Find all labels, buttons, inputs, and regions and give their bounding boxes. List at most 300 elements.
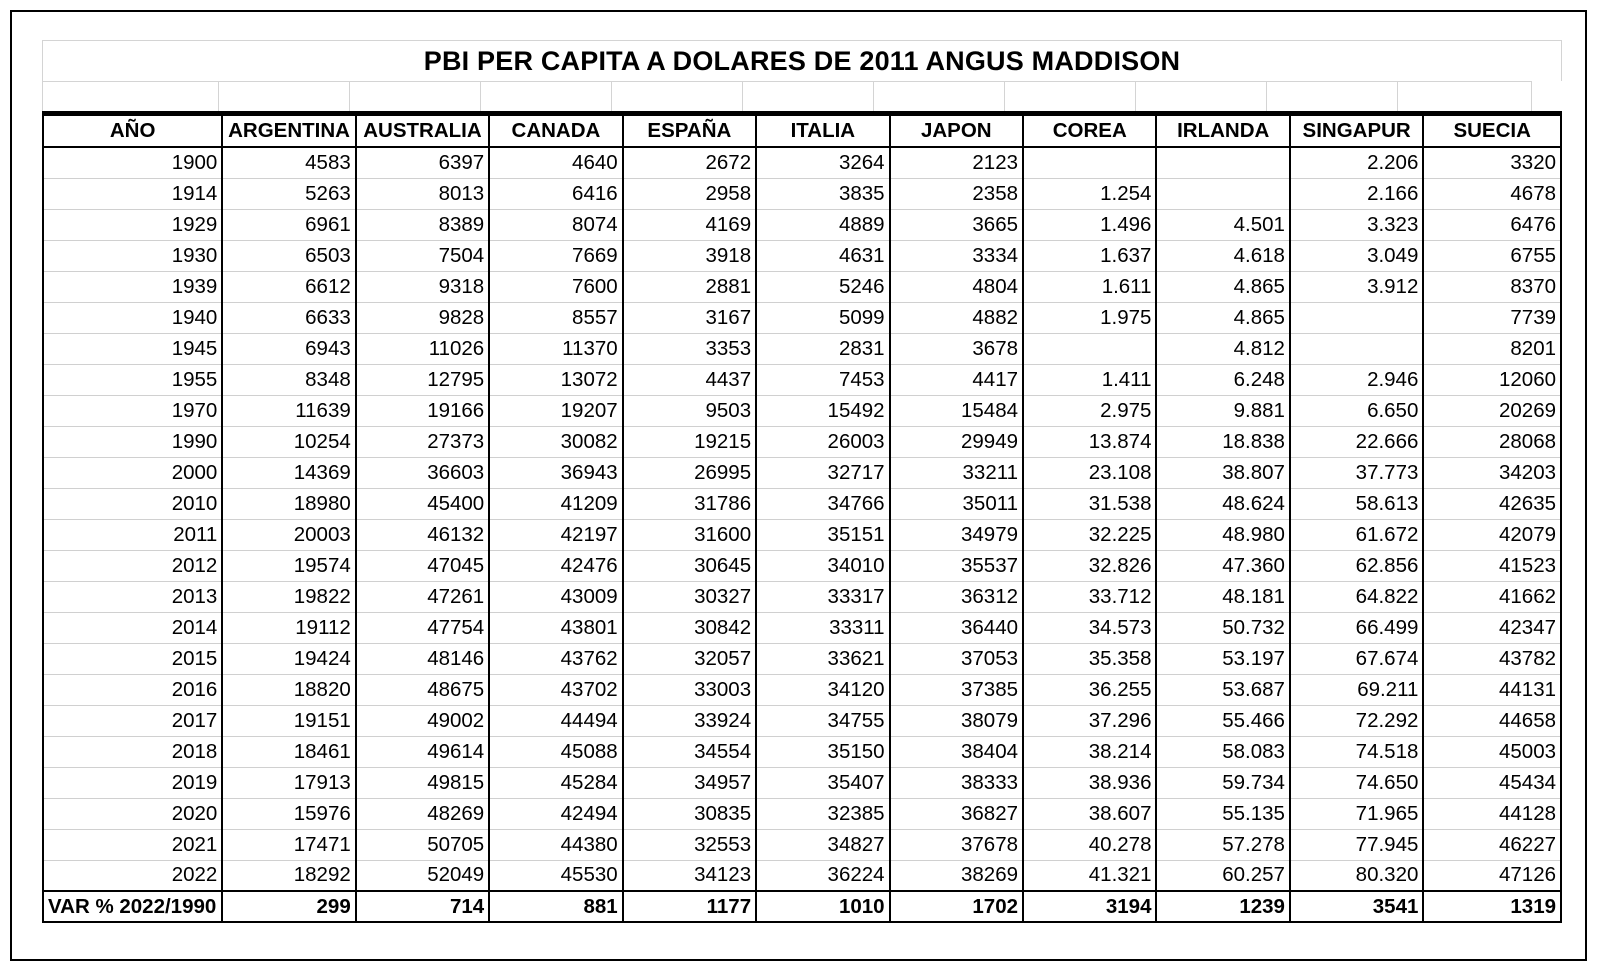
value-cell-canada[interactable]: 43801 <box>489 612 622 643</box>
value-cell-suecia[interactable]: 7739 <box>1423 302 1561 333</box>
value-cell-australia[interactable]: 48146 <box>356 643 489 674</box>
value-cell-argentina[interactable]: 6961 <box>222 209 355 240</box>
column-header-australia[interactable]: AUSTRALIA <box>356 115 489 147</box>
total-cell-argentina[interactable]: 299 <box>222 891 355 922</box>
value-cell-australia[interactable]: 49614 <box>356 736 489 767</box>
value-cell-irlanda[interactable]: 4.865 <box>1156 271 1289 302</box>
value-cell-japon[interactable]: 33211 <box>890 457 1023 488</box>
value-cell-espana[interactable]: 34123 <box>623 860 756 891</box>
column-header-corea[interactable]: COREA <box>1023 115 1156 147</box>
value-cell-italia[interactable]: 4889 <box>756 209 889 240</box>
total-cell-corea[interactable]: 3194 <box>1023 891 1156 922</box>
value-cell-irlanda[interactable] <box>1156 147 1289 178</box>
value-cell-italia[interactable]: 26003 <box>756 426 889 457</box>
total-cell-italia[interactable]: 1010 <box>756 891 889 922</box>
blank-cell[interactable] <box>1397 81 1532 111</box>
value-cell-corea[interactable]: 32.225 <box>1023 519 1156 550</box>
value-cell-japon[interactable]: 38333 <box>890 767 1023 798</box>
value-cell-corea[interactable]: 32.826 <box>1023 550 1156 581</box>
value-cell-irlanda[interactable]: 47.360 <box>1156 550 1289 581</box>
value-cell-singapur[interactable]: 3.323 <box>1290 209 1423 240</box>
value-cell-irlanda[interactable]: 60.257 <box>1156 860 1289 891</box>
total-cell-irlanda[interactable]: 1239 <box>1156 891 1289 922</box>
year-cell[interactable]: 1990 <box>43 426 222 457</box>
value-cell-espana[interactable]: 31600 <box>623 519 756 550</box>
value-cell-canada[interactable]: 43762 <box>489 643 622 674</box>
value-cell-corea[interactable]: 1.637 <box>1023 240 1156 271</box>
value-cell-italia[interactable]: 34766 <box>756 488 889 519</box>
value-cell-argentina[interactable]: 19574 <box>222 550 355 581</box>
blank-cell[interactable] <box>480 81 611 111</box>
value-cell-argentina[interactable]: 6943 <box>222 333 355 364</box>
value-cell-argentina[interactable]: 20003 <box>222 519 355 550</box>
value-cell-canada[interactable]: 42476 <box>489 550 622 581</box>
value-cell-argentina[interactable]: 17913 <box>222 767 355 798</box>
value-cell-italia[interactable]: 34010 <box>756 550 889 581</box>
value-cell-japon[interactable]: 29949 <box>890 426 1023 457</box>
value-cell-singapur[interactable]: 37.773 <box>1290 457 1423 488</box>
value-cell-singapur[interactable]: 2.206 <box>1290 147 1423 178</box>
value-cell-australia[interactable]: 47261 <box>356 581 489 612</box>
value-cell-espana[interactable]: 4437 <box>623 364 756 395</box>
value-cell-corea[interactable]: 1.611 <box>1023 271 1156 302</box>
value-cell-espana[interactable]: 26995 <box>623 457 756 488</box>
year-cell[interactable]: 2021 <box>43 829 222 860</box>
value-cell-irlanda[interactable]: 4.865 <box>1156 302 1289 333</box>
value-cell-corea[interactable] <box>1023 333 1156 364</box>
value-cell-argentina[interactable]: 19151 <box>222 705 355 736</box>
year-cell[interactable]: 1970 <box>43 395 222 426</box>
value-cell-canada[interactable]: 7600 <box>489 271 622 302</box>
value-cell-canada[interactable]: 43009 <box>489 581 622 612</box>
value-cell-irlanda[interactable]: 4.812 <box>1156 333 1289 364</box>
value-cell-argentina[interactable]: 19822 <box>222 581 355 612</box>
value-cell-australia[interactable]: 8389 <box>356 209 489 240</box>
value-cell-japon[interactable]: 35011 <box>890 488 1023 519</box>
value-cell-suecia[interactable]: 41662 <box>1423 581 1561 612</box>
value-cell-australia[interactable]: 12795 <box>356 364 489 395</box>
blank-cell[interactable] <box>1135 81 1266 111</box>
value-cell-irlanda[interactable]: 4.501 <box>1156 209 1289 240</box>
value-cell-italia[interactable]: 7453 <box>756 364 889 395</box>
table-title[interactable]: PBI PER CAPITA A DOLARES DE 2011 ANGUS MADDISON <box>423 46 1181 76</box>
blank-cell[interactable] <box>349 81 480 111</box>
table-row <box>43 674 1561 705</box>
year-cell[interactable]: 2018 <box>43 736 222 767</box>
value-cell-espana[interactable]: 9503 <box>623 395 756 426</box>
value-cell-argentina[interactable]: 18292 <box>222 860 355 891</box>
year-cell[interactable]: 2016 <box>43 674 222 705</box>
blank-cell[interactable] <box>1004 81 1135 111</box>
value-cell-singapur[interactable]: 77.945 <box>1290 829 1423 860</box>
value-cell-espana[interactable]: 31786 <box>623 488 756 519</box>
value-cell-corea[interactable]: 37.296 <box>1023 705 1156 736</box>
value-cell-canada[interactable]: 36943 <box>489 457 622 488</box>
value-cell-argentina[interactable]: 18820 <box>222 674 355 705</box>
column-header-japon[interactable]: JAPON <box>890 115 1023 147</box>
year-cell[interactable]: 1955 <box>43 364 222 395</box>
value-cell-japon[interactable]: 3678 <box>890 333 1023 364</box>
value-cell-irlanda[interactable]: 38.807 <box>1156 457 1289 488</box>
value-cell-canada[interactable]: 45088 <box>489 736 622 767</box>
value-cell-suecia[interactable]: 44128 <box>1423 798 1561 829</box>
value-cell-suecia[interactable]: 44131 <box>1423 674 1561 705</box>
value-cell-espana[interactable]: 33003 <box>623 674 756 705</box>
total-label[interactable]: VAR % 2022/1990 <box>43 891 222 922</box>
value-cell-italia[interactable]: 33317 <box>756 581 889 612</box>
value-cell-espana[interactable]: 3353 <box>623 333 756 364</box>
value-cell-argentina[interactable]: 6633 <box>222 302 355 333</box>
value-cell-irlanda[interactable]: 48.624 <box>1156 488 1289 519</box>
value-cell-japon[interactable]: 37053 <box>890 643 1023 674</box>
value-cell-espana[interactable]: 32553 <box>623 829 756 860</box>
value-cell-suecia[interactable]: 4678 <box>1423 178 1561 209</box>
value-cell-canada[interactable]: 6416 <box>489 178 622 209</box>
value-cell-espana[interactable]: 4169 <box>623 209 756 240</box>
value-cell-italia[interactable]: 3264 <box>756 147 889 178</box>
value-cell-singapur[interactable]: 2.946 <box>1290 364 1423 395</box>
value-cell-corea[interactable]: 41.321 <box>1023 860 1156 891</box>
value-cell-suecia[interactable]: 47126 <box>1423 860 1561 891</box>
value-cell-canada[interactable]: 19207 <box>489 395 622 426</box>
value-cell-irlanda[interactable]: 48.980 <box>1156 519 1289 550</box>
value-cell-japon[interactable]: 3334 <box>890 240 1023 271</box>
value-cell-argentina[interactable]: 18980 <box>222 488 355 519</box>
column-header-canada[interactable]: CANADA <box>489 115 622 147</box>
value-cell-australia[interactable]: 27373 <box>356 426 489 457</box>
value-cell-singapur[interactable]: 74.650 <box>1290 767 1423 798</box>
value-cell-italia[interactable]: 15492 <box>756 395 889 426</box>
value-cell-corea[interactable]: 38.214 <box>1023 736 1156 767</box>
value-cell-japon[interactable]: 2358 <box>890 178 1023 209</box>
value-cell-canada[interactable]: 30082 <box>489 426 622 457</box>
value-cell-corea[interactable]: 40.278 <box>1023 829 1156 860</box>
year-cell[interactable]: 1945 <box>43 333 222 364</box>
value-cell-suecia[interactable]: 6476 <box>1423 209 1561 240</box>
value-cell-japon[interactable]: 36827 <box>890 798 1023 829</box>
value-cell-australia[interactable]: 49815 <box>356 767 489 798</box>
value-cell-australia[interactable]: 48269 <box>356 798 489 829</box>
value-cell-canada[interactable]: 43702 <box>489 674 622 705</box>
value-cell-japon[interactable]: 38404 <box>890 736 1023 767</box>
value-cell-espana[interactable]: 30835 <box>623 798 756 829</box>
column-header-espana[interactable]: ESPAÑA <box>623 115 756 147</box>
value-cell-singapur[interactable]: 71.965 <box>1290 798 1423 829</box>
value-cell-australia[interactable]: 6397 <box>356 147 489 178</box>
value-cell-italia[interactable]: 36224 <box>756 860 889 891</box>
value-cell-espana[interactable]: 32057 <box>623 643 756 674</box>
value-cell-canada[interactable]: 7669 <box>489 240 622 271</box>
blank-cell[interactable] <box>742 81 873 111</box>
value-cell-canada[interactable]: 45530 <box>489 860 622 891</box>
value-cell-singapur[interactable]: 80.320 <box>1290 860 1423 891</box>
value-cell-australia[interactable]: 36603 <box>356 457 489 488</box>
value-cell-irlanda[interactable]: 55.135 <box>1156 798 1289 829</box>
value-cell-argentina[interactable]: 15976 <box>222 798 355 829</box>
value-cell-suecia[interactable]: 41523 <box>1423 550 1561 581</box>
value-cell-australia[interactable]: 49002 <box>356 705 489 736</box>
value-cell-suecia[interactable]: 43782 <box>1423 643 1561 674</box>
value-cell-singapur[interactable]: 2.166 <box>1290 178 1423 209</box>
year-cell[interactable]: 2011 <box>43 519 222 550</box>
year-cell[interactable]: 1900 <box>43 147 222 178</box>
total-cell-suecia[interactable]: 1319 <box>1423 891 1561 922</box>
value-cell-japon[interactable]: 38269 <box>890 860 1023 891</box>
year-cell[interactable]: 2000 <box>43 457 222 488</box>
value-cell-italia[interactable]: 3835 <box>756 178 889 209</box>
value-cell-irlanda[interactable]: 59.734 <box>1156 767 1289 798</box>
year-cell[interactable]: 1930 <box>43 240 222 271</box>
value-cell-espana[interactable]: 2881 <box>623 271 756 302</box>
value-cell-espana[interactable]: 2672 <box>623 147 756 178</box>
value-cell-argentina[interactable]: 19112 <box>222 612 355 643</box>
value-cell-corea[interactable]: 36.255 <box>1023 674 1156 705</box>
value-cell-argentina[interactable]: 8348 <box>222 364 355 395</box>
value-cell-japon[interactable]: 4804 <box>890 271 1023 302</box>
value-cell-espana[interactable]: 30327 <box>623 581 756 612</box>
value-cell-argentina[interactable]: 6612 <box>222 271 355 302</box>
value-cell-irlanda[interactable]: 9.881 <box>1156 395 1289 426</box>
column-header-italia[interactable]: ITALIA <box>756 115 889 147</box>
value-cell-canada[interactable]: 45284 <box>489 767 622 798</box>
value-cell-singapur[interactable]: 62.856 <box>1290 550 1423 581</box>
year-cell[interactable]: 2010 <box>43 488 222 519</box>
value-cell-suecia[interactable]: 3320 <box>1423 147 1561 178</box>
value-cell-irlanda[interactable]: 58.083 <box>1156 736 1289 767</box>
value-cell-italia[interactable]: 34827 <box>756 829 889 860</box>
value-cell-japon[interactable]: 2123 <box>890 147 1023 178</box>
year-cell[interactable]: 2017 <box>43 705 222 736</box>
column-header-ano[interactable]: AÑO <box>43 115 222 147</box>
value-cell-argentina[interactable]: 4583 <box>222 147 355 178</box>
year-cell[interactable]: 2014 <box>43 612 222 643</box>
total-cell-espana[interactable]: 1177 <box>623 891 756 922</box>
total-cell-canada[interactable]: 881 <box>489 891 622 922</box>
value-cell-corea[interactable]: 34.573 <box>1023 612 1156 643</box>
value-cell-singapur[interactable]: 58.613 <box>1290 488 1423 519</box>
value-cell-suecia[interactable]: 42079 <box>1423 519 1561 550</box>
value-cell-italia[interactable]: 4631 <box>756 240 889 271</box>
year-cell[interactable]: 1929 <box>43 209 222 240</box>
value-cell-japon[interactable]: 4417 <box>890 364 1023 395</box>
value-cell-canada[interactable]: 8074 <box>489 209 622 240</box>
value-cell-canada[interactable]: 42494 <box>489 798 622 829</box>
value-cell-singapur[interactable]: 67.674 <box>1290 643 1423 674</box>
value-cell-italia[interactable]: 34120 <box>756 674 889 705</box>
value-cell-japon[interactable]: 37678 <box>890 829 1023 860</box>
value-cell-corea[interactable]: 1.496 <box>1023 209 1156 240</box>
value-cell-singapur[interactable]: 6.650 <box>1290 395 1423 426</box>
value-cell-suecia[interactable]: 44658 <box>1423 705 1561 736</box>
column-header-suecia[interactable]: SUECIA <box>1423 115 1561 147</box>
value-cell-italia[interactable]: 5099 <box>756 302 889 333</box>
value-cell-australia[interactable]: 7504 <box>356 240 489 271</box>
column-header-singapur[interactable]: SINGAPUR <box>1290 115 1423 147</box>
value-cell-irlanda[interactable]: 50.732 <box>1156 612 1289 643</box>
value-cell-canada[interactable]: 44494 <box>489 705 622 736</box>
value-cell-italia[interactable]: 35150 <box>756 736 889 767</box>
value-cell-italia[interactable]: 32385 <box>756 798 889 829</box>
value-cell-argentina[interactable]: 6503 <box>222 240 355 271</box>
value-cell-corea[interactable]: 13.874 <box>1023 426 1156 457</box>
value-cell-japon[interactable]: 15484 <box>890 395 1023 426</box>
value-cell-espana[interactable]: 3918 <box>623 240 756 271</box>
value-cell-corea[interactable]: 33.712 <box>1023 581 1156 612</box>
value-cell-irlanda[interactable]: 48.181 <box>1156 581 1289 612</box>
value-cell-japon[interactable]: 36440 <box>890 612 1023 643</box>
value-cell-irlanda[interactable] <box>1156 178 1289 209</box>
year-cell[interactable]: 2022 <box>43 860 222 891</box>
value-cell-japon[interactable]: 37385 <box>890 674 1023 705</box>
value-cell-corea[interactable]: 38.607 <box>1023 798 1156 829</box>
value-cell-singapur[interactable]: 74.518 <box>1290 736 1423 767</box>
value-cell-suecia[interactable]: 12060 <box>1423 364 1561 395</box>
value-cell-canada[interactable]: 44380 <box>489 829 622 860</box>
value-cell-canada[interactable]: 11370 <box>489 333 622 364</box>
value-cell-japon[interactable]: 35537 <box>890 550 1023 581</box>
value-cell-corea[interactable] <box>1023 147 1156 178</box>
value-cell-canada[interactable]: 42197 <box>489 519 622 550</box>
value-cell-australia[interactable]: 9318 <box>356 271 489 302</box>
value-cell-espana[interactable]: 30645 <box>623 550 756 581</box>
value-cell-singapur[interactable]: 66.499 <box>1290 612 1423 643</box>
value-cell-espana[interactable]: 19215 <box>623 426 756 457</box>
value-cell-corea[interactable]: 1.254 <box>1023 178 1156 209</box>
value-cell-irlanda[interactable]: 18.838 <box>1156 426 1289 457</box>
value-cell-italia[interactable]: 33621 <box>756 643 889 674</box>
year-cell[interactable]: 1940 <box>43 302 222 333</box>
value-cell-canada[interactable]: 8557 <box>489 302 622 333</box>
value-cell-italia[interactable]: 35407 <box>756 767 889 798</box>
blank-cell[interactable] <box>1266 81 1397 111</box>
value-cell-corea[interactable]: 23.108 <box>1023 457 1156 488</box>
value-cell-australia[interactable]: 50705 <box>356 829 489 860</box>
value-cell-argentina[interactable]: 11639 <box>222 395 355 426</box>
value-cell-japon[interactable]: 38079 <box>890 705 1023 736</box>
value-cell-argentina[interactable]: 5263 <box>222 178 355 209</box>
total-cell-australia[interactable]: 714 <box>356 891 489 922</box>
value-cell-canada[interactable]: 4640 <box>489 147 622 178</box>
value-cell-irlanda[interactable]: 55.466 <box>1156 705 1289 736</box>
value-cell-corea[interactable]: 2.975 <box>1023 395 1156 426</box>
year-cell[interactable]: 2015 <box>43 643 222 674</box>
column-header-irlanda[interactable]: IRLANDA <box>1156 115 1289 147</box>
value-cell-japon[interactable]: 36312 <box>890 581 1023 612</box>
value-cell-japon[interactable]: 4882 <box>890 302 1023 333</box>
value-cell-irlanda[interactable]: 53.687 <box>1156 674 1289 705</box>
value-cell-singapur[interactable] <box>1290 302 1423 333</box>
value-cell-suecia[interactable]: 8201 <box>1423 333 1561 364</box>
value-cell-suecia[interactable]: 8370 <box>1423 271 1561 302</box>
value-cell-argentina[interactable]: 17471 <box>222 829 355 860</box>
value-cell-irlanda[interactable]: 53.197 <box>1156 643 1289 674</box>
value-cell-singapur[interactable]: 61.672 <box>1290 519 1423 550</box>
value-cell-singapur[interactable]: 3.912 <box>1290 271 1423 302</box>
value-cell-irlanda[interactable]: 6.248 <box>1156 364 1289 395</box>
blank-cell[interactable] <box>611 81 742 111</box>
value-cell-suecia[interactable]: 34203 <box>1423 457 1561 488</box>
total-cell-singapur[interactable]: 3541 <box>1290 891 1423 922</box>
value-cell-espana[interactable]: 34554 <box>623 736 756 767</box>
value-cell-singapur[interactable] <box>1290 333 1423 364</box>
value-cell-suecia[interactable]: 42635 <box>1423 488 1561 519</box>
value-cell-irlanda[interactable]: 57.278 <box>1156 829 1289 860</box>
value-cell-suecia[interactable]: 46227 <box>1423 829 1561 860</box>
value-cell-australia[interactable]: 11026 <box>356 333 489 364</box>
value-cell-espana[interactable]: 33924 <box>623 705 756 736</box>
value-cell-corea[interactable]: 1.975 <box>1023 302 1156 333</box>
column-header-argentina[interactable]: ARGENTINA <box>222 115 355 147</box>
table-row <box>43 705 1561 736</box>
year-cell[interactable]: 2019 <box>43 767 222 798</box>
value-cell-italia[interactable]: 32717 <box>756 457 889 488</box>
value-cell-italia[interactable]: 35151 <box>756 519 889 550</box>
value-cell-australia[interactable]: 46132 <box>356 519 489 550</box>
blank-cell[interactable] <box>873 81 1004 111</box>
value-cell-irlanda[interactable]: 4.618 <box>1156 240 1289 271</box>
value-cell-singapur[interactable]: 64.822 <box>1290 581 1423 612</box>
value-cell-argentina[interactable]: 18461 <box>222 736 355 767</box>
value-cell-corea[interactable]: 35.358 <box>1023 643 1156 674</box>
value-cell-australia[interactable]: 19166 <box>356 395 489 426</box>
value-cell-corea[interactable]: 1.411 <box>1023 364 1156 395</box>
value-cell-corea[interactable]: 38.936 <box>1023 767 1156 798</box>
value-cell-italia[interactable]: 34755 <box>756 705 889 736</box>
value-cell-australia[interactable]: 45400 <box>356 488 489 519</box>
value-cell-singapur[interactable]: 3.049 <box>1290 240 1423 271</box>
value-cell-australia[interactable]: 8013 <box>356 178 489 209</box>
value-cell-espana[interactable]: 3167 <box>623 302 756 333</box>
value-cell-suecia[interactable]: 42347 <box>1423 612 1561 643</box>
value-cell-italia[interactable]: 2831 <box>756 333 889 364</box>
total-cell-japon[interactable]: 1702 <box>890 891 1023 922</box>
value-cell-canada[interactable]: 41209 <box>489 488 622 519</box>
value-cell-suecia[interactable]: 45003 <box>1423 736 1561 767</box>
value-cell-australia[interactable]: 48675 <box>356 674 489 705</box>
year-cell[interactable]: 2013 <box>43 581 222 612</box>
value-cell-australia[interactable]: 47754 <box>356 612 489 643</box>
value-cell-japon[interactable]: 34979 <box>890 519 1023 550</box>
value-cell-espana[interactable]: 2958 <box>623 178 756 209</box>
value-cell-suecia[interactable]: 28068 <box>1423 426 1561 457</box>
blank-cell[interactable] <box>218 81 349 111</box>
year-cell[interactable]: 1939 <box>43 271 222 302</box>
value-cell-singapur[interactable]: 69.211 <box>1290 674 1423 705</box>
value-cell-suecia[interactable]: 20269 <box>1423 395 1561 426</box>
value-cell-suecia[interactable]: 6755 <box>1423 240 1561 271</box>
value-cell-singapur[interactable]: 72.292 <box>1290 705 1423 736</box>
value-cell-singapur[interactable]: 22.666 <box>1290 426 1423 457</box>
value-cell-italia[interactable]: 5246 <box>756 271 889 302</box>
value-cell-argentina[interactable]: 19424 <box>222 643 355 674</box>
value-cell-suecia[interactable]: 45434 <box>1423 767 1561 798</box>
value-cell-japon[interactable]: 3665 <box>890 209 1023 240</box>
value-cell-australia[interactable]: 9828 <box>356 302 489 333</box>
value-cell-italia[interactable]: 33311 <box>756 612 889 643</box>
value-cell-argentina[interactable]: 14369 <box>222 457 355 488</box>
value-cell-australia[interactable]: 52049 <box>356 860 489 891</box>
value-cell-espana[interactable]: 30842 <box>623 612 756 643</box>
value-cell-espana[interactable]: 34957 <box>623 767 756 798</box>
year-cell[interactable]: 1914 <box>43 178 222 209</box>
value-cell-australia[interactable]: 47045 <box>356 550 489 581</box>
value-cell-canada[interactable]: 13072 <box>489 364 622 395</box>
year-cell[interactable]: 2020 <box>43 798 222 829</box>
value-cell-argentina[interactable]: 10254 <box>222 426 355 457</box>
year-cell[interactable]: 2012 <box>43 550 222 581</box>
blank-cell[interactable] <box>42 81 218 111</box>
value-cell-corea[interactable]: 31.538 <box>1023 488 1156 519</box>
